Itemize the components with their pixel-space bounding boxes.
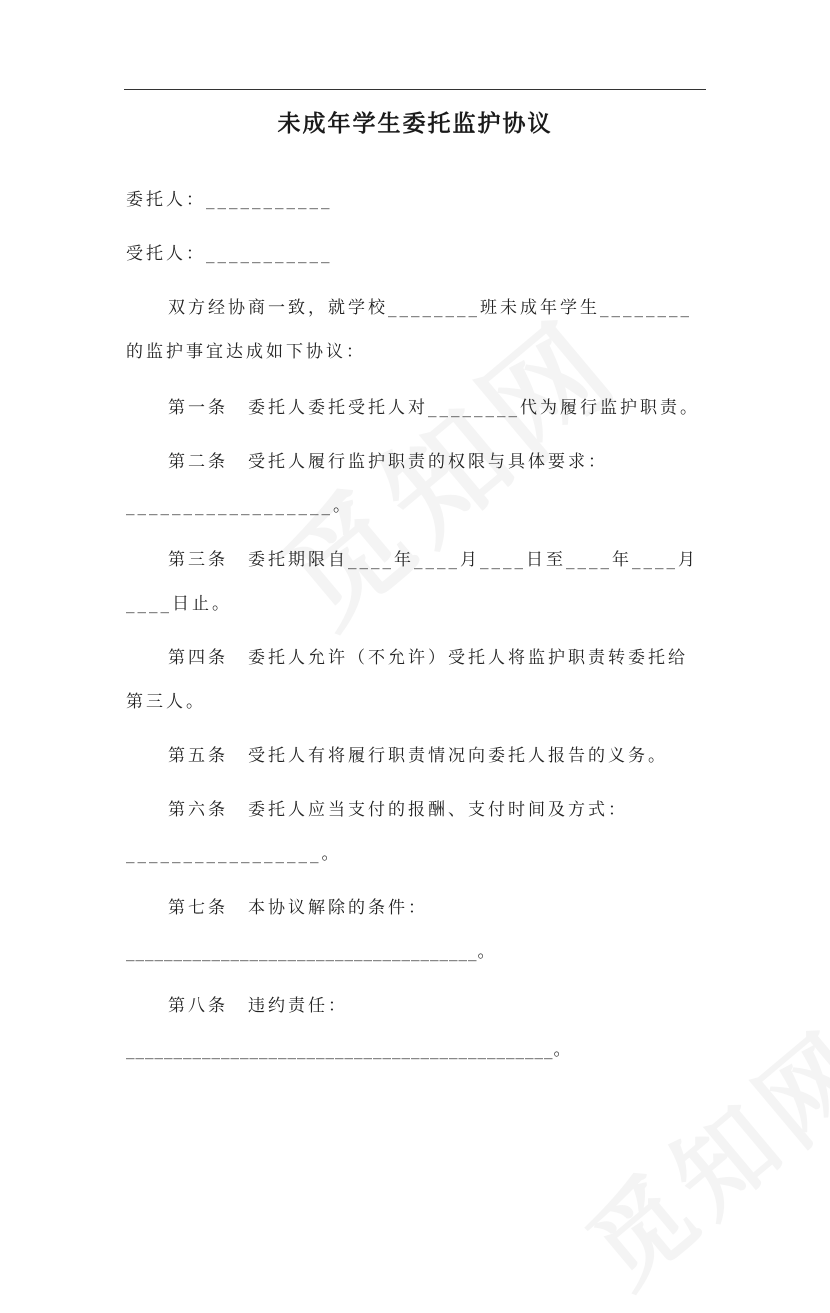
article-number: 第三条 [168,550,228,570]
article-8-continuation: _____________________________________________。 [126,1040,572,1060]
article-number: 第一条 [168,398,228,418]
article-3-continuation: ____日止。 [126,594,232,614]
article-text: 委托人允许（不允许）受托人将监护职责转委托给 [248,648,688,668]
article-4-continuation: 第三人。 [126,692,206,712]
article-1 [168,394,700,422]
intro-line-1: 双方经协商一致，就学校________班未成年学生________ [168,298,692,318]
agent-line: 受托人：___________ [126,244,333,264]
principal-line: 委托人：___________ [126,190,333,210]
article-number: 第七条 [168,898,228,918]
watermark [552,991,830,1313]
article-text: 委托人应当支付的报酬、支付时间及方式： [248,800,628,820]
article-number: 第四条 [168,648,228,668]
article-text: 违约责任： [248,996,348,1016]
article-6 [168,796,628,824]
article-2 [168,448,608,476]
article-number: 第八条 [168,996,228,1016]
article-number: 第六条 [168,800,228,820]
article-text: 委托期限自____年____月____日至____年____月 [248,550,698,570]
article-7 [168,894,428,922]
article-5 [168,742,668,770]
article-6-continuation: _________________。 [126,844,342,864]
header-rule [124,89,706,90]
article-number: 第五条 [168,746,228,766]
article-3 [168,546,698,574]
article-4 [168,644,688,672]
intro-line-2: 的监护事宜达成如下协议： [126,342,366,362]
article-text: 委托人委托受托人对________代为履行监护职责。 [248,398,700,418]
article-2-continuation: __________________。 [126,496,353,516]
article-text: 本协议解除的条件： [248,898,428,918]
article-text: 受托人有将履行职责情况向委托人报告的义务。 [248,746,668,766]
article-text: 受托人履行监护职责的权限与具体要求： [248,452,608,472]
document-title: 未成年学生委托监护协议 [277,110,553,137]
article-number: 第二条 [168,452,228,472]
article-8 [168,992,348,1020]
article-7-continuation: _____________________________________。 [126,942,496,962]
